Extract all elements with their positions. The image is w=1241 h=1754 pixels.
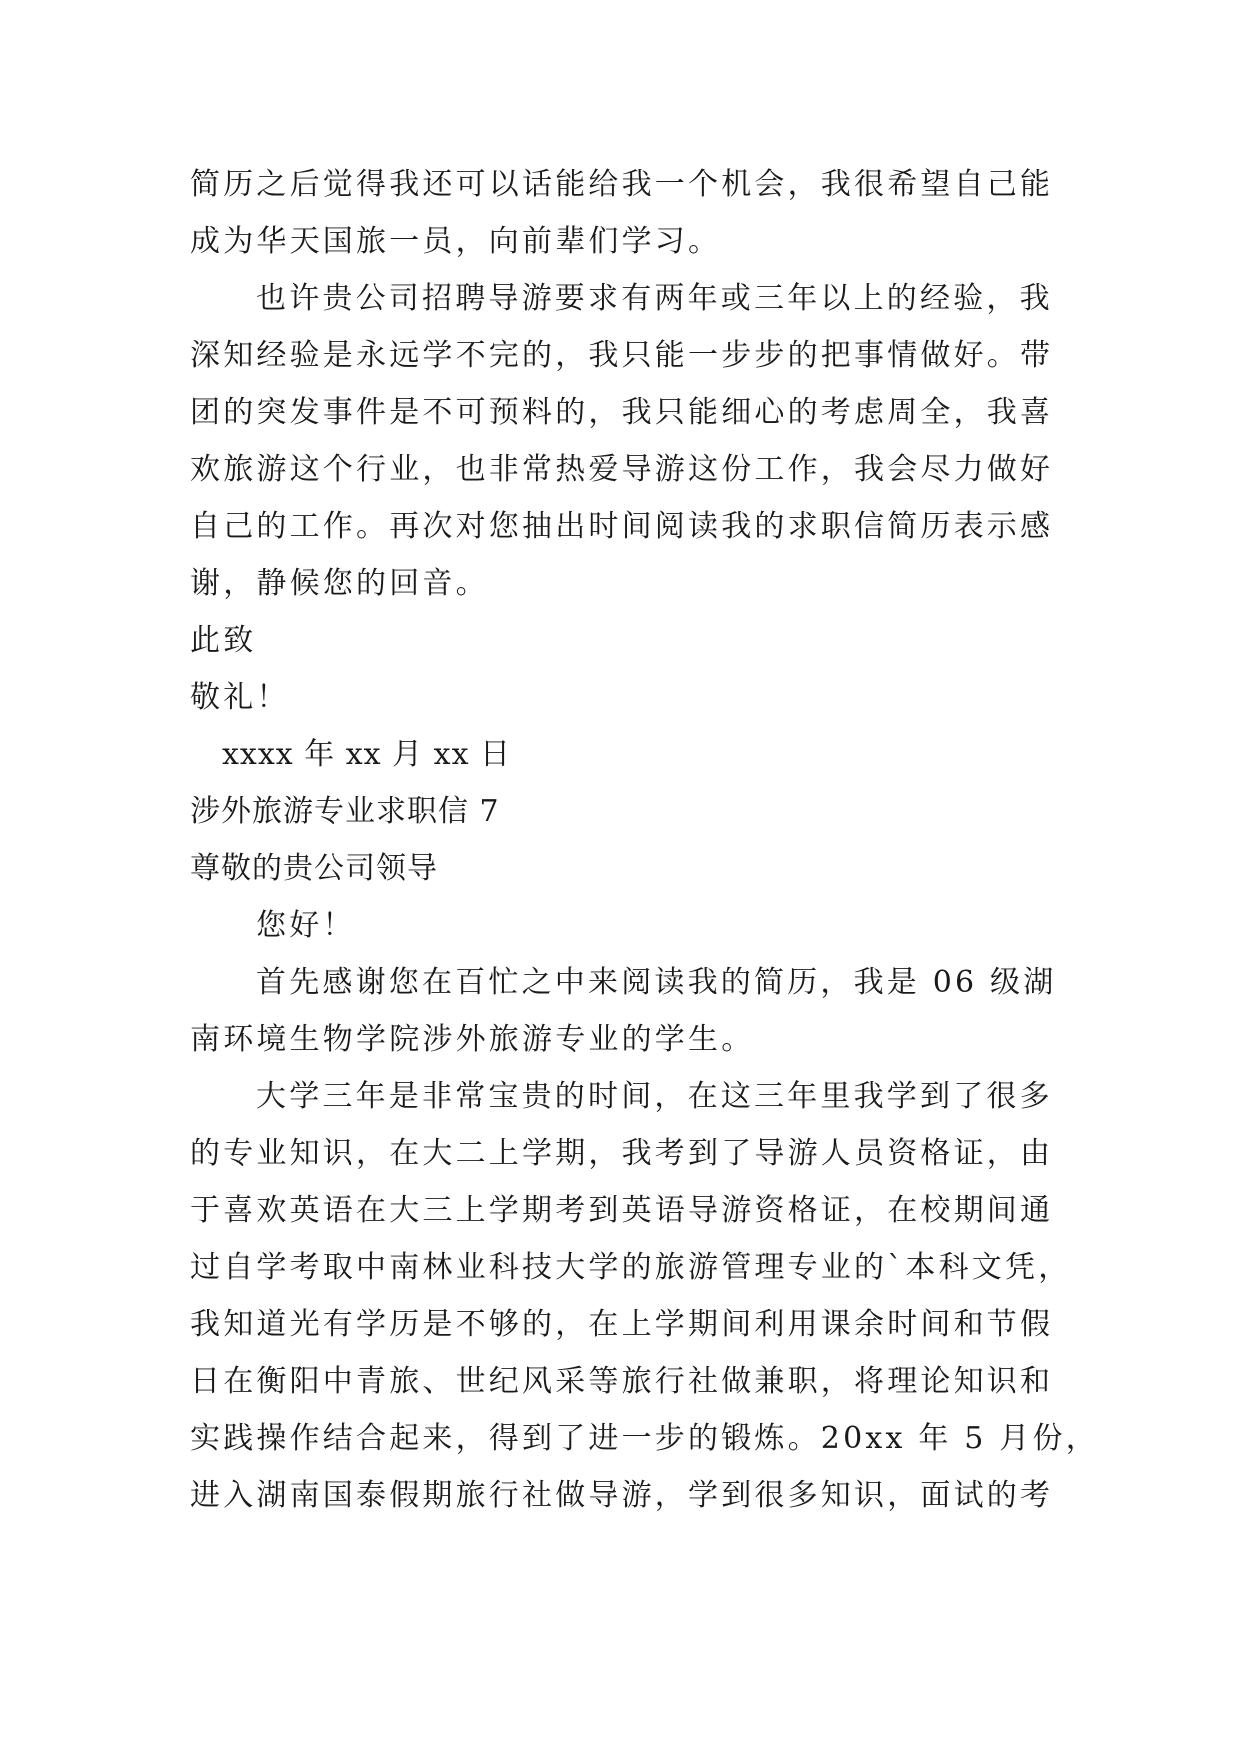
text-line: 团的突发事件是不可预料的，我只能细心的考虑周全，我喜 — [190, 395, 1054, 430]
text-line: 成为华天国旅一员，向前辈们学习。 — [190, 224, 722, 259]
date-line: xxxx 年 xx 月 xx 日 — [222, 737, 512, 772]
text-line: 日在衡阳中青旅、世纪风采等旅行社做兼职，将理论知识和 — [190, 1364, 1054, 1399]
text-line: 的专业知识，在大二上学期，我考到了导游人员资格证，由 — [190, 1136, 1054, 1171]
closing-line: 此致 — [190, 623, 257, 658]
text-line: 首先感谢您在百忙之中来阅读我的简历，我是 06 级湖 — [256, 965, 1057, 1000]
text-line: 于喜欢英语在大三上学期考到英语导游资格证，在校期间通 — [190, 1193, 1054, 1228]
text-line: 我知道光有学历是不够的，在上学期间利用课余时间和节假 — [190, 1307, 1054, 1342]
greeting-line: 您好！ — [256, 908, 356, 943]
text-line: 也许贵公司招聘导游要求有两年或三年以上的经验，我 — [256, 281, 1053, 316]
greeting-line: 尊敬的贵公司领导 — [190, 851, 438, 886]
text-line: 深知经验是永远学不完的，我只能一步步的把事情做好。带 — [190, 338, 1054, 373]
text-line: 实践操作结合起来，得到了进一步的锻炼。20xx 年 5 月份， — [190, 1421, 1099, 1456]
text-line: 谢，静候您的回音。 — [190, 566, 489, 601]
text-line: 大学三年是非常宝贵的时间，在这三年里我学到了很多 — [256, 1079, 1053, 1114]
text-line: 自己的工作。再次对您抽出时间阅读我的求职信简历表示感 — [190, 509, 1054, 544]
text-line: 简历之后觉得我还可以话能给我一个机会，我很希望自己能 — [190, 167, 1054, 202]
salutation-line: 敬礼！ — [190, 680, 290, 715]
text-line: 进入湖南国泰假期旅行社做导游，学到很多知识，面试的考 — [190, 1478, 1054, 1513]
text-line: 欢旅游这个行业，也非常热爱导游这份工作，我会尽力做好 — [190, 452, 1054, 487]
text-line: 南环境生物学院涉外旅游专业的学生。 — [190, 1022, 755, 1057]
text-line: 过自学考取中南林业科技大学的旅游管理专业的`本科文凭， — [190, 1250, 1072, 1285]
section-heading: 涉外旅游专业求职信 7 — [190, 794, 500, 829]
